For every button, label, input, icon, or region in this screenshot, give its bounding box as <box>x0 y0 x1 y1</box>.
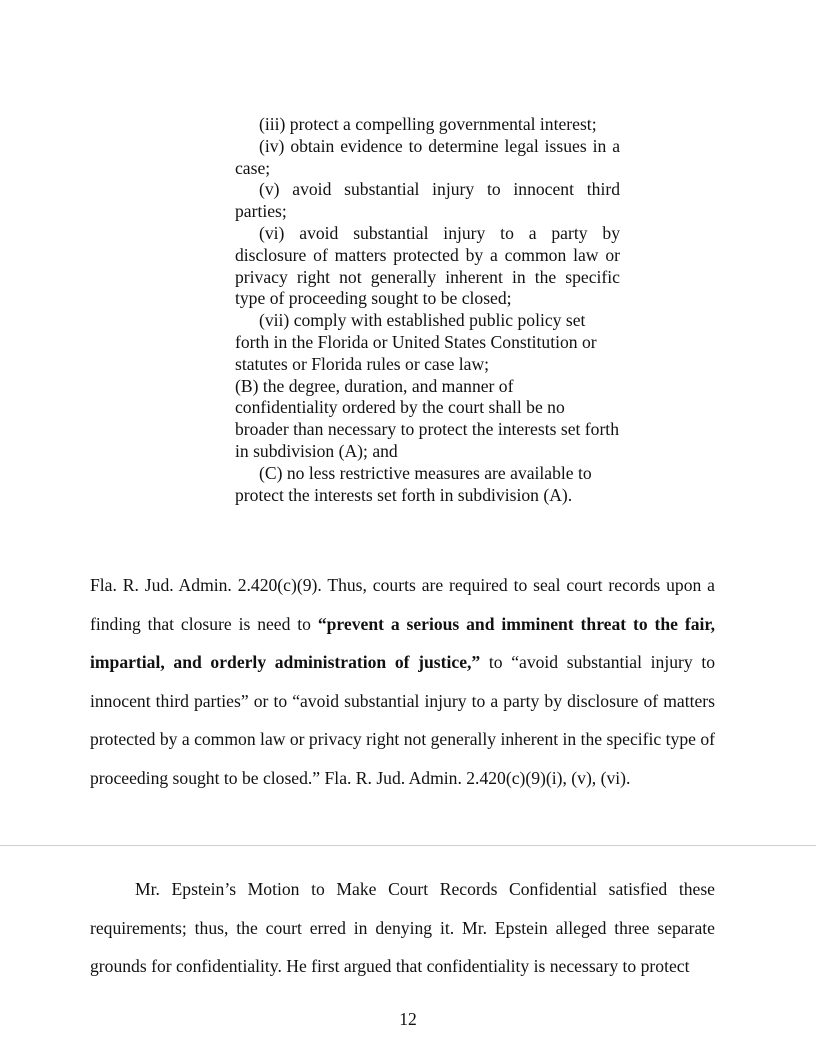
page-divider <box>0 845 816 846</box>
quotation-item-vi: (vi) avoid substantial injury to a party by disclosure of matters protected by a common law or privacy right not generally inherent in the specific type of proceeding sought to be closed; <box>235 222 620 309</box>
rule-quotation <box>235 114 620 506</box>
analysis-text-end: to “avoid substantial injury to innocent third parties” or to “avoid substantial injury to a party by disclosure of matters protected by a common law or privacy right not generally inherent in the specific type of proceeding sought to be closed.” Fla. R. Jud. Admin. 2.420(c)(9)(i), (v), (vi). <box>90 652 715 788</box>
quotation-item-v: (v) avoid substantial injury to innocent third parties; <box>235 179 620 222</box>
emphasized-quotation: “prevent a serious and imminent threat to the fair, impartial, and orderly administration of justice,” <box>90 613 715 673</box>
argument-paragraph: Mr. Epstein’s Motion to Make Court Records Confidential satisfied these requirements; thus, the court erred in denying it. Mr. Epstein alleged three separate grounds for confidentiality. He first argued that confidentiality is necessary to protect <box>90 879 715 977</box>
quotation-item-c: (C) no less restrictive measures are available to protect the interests set forth in subdivision (A). <box>235 462 592 505</box>
page-number: 12 <box>399 1009 417 1029</box>
analysis-text-start: Fla. R. Jud. Admin. 2.420(c)(9). Thus, courts are required to seal court records upon a finding that closure is need to <box>90 575 715 634</box>
quotation-item-iii: (iii) protect a compelling governmental interest; <box>259 114 597 134</box>
quotation-item-vii: (vii) comply with established public policy set forth in the Florida or United States Constitution or statutes or Florida rules or case law; <box>235 310 597 374</box>
quotation-item-b: (B) the degree, duration, and manner of confidentiality ordered by the court shall be no broader than necessary to protect the interests set forth in subdivision (A); and <box>235 375 619 461</box>
analysis-paragraph <box>90 566 715 798</box>
quotation-item-iv: (iv) obtain evidence to determine legal issues in a case; <box>235 135 620 178</box>
